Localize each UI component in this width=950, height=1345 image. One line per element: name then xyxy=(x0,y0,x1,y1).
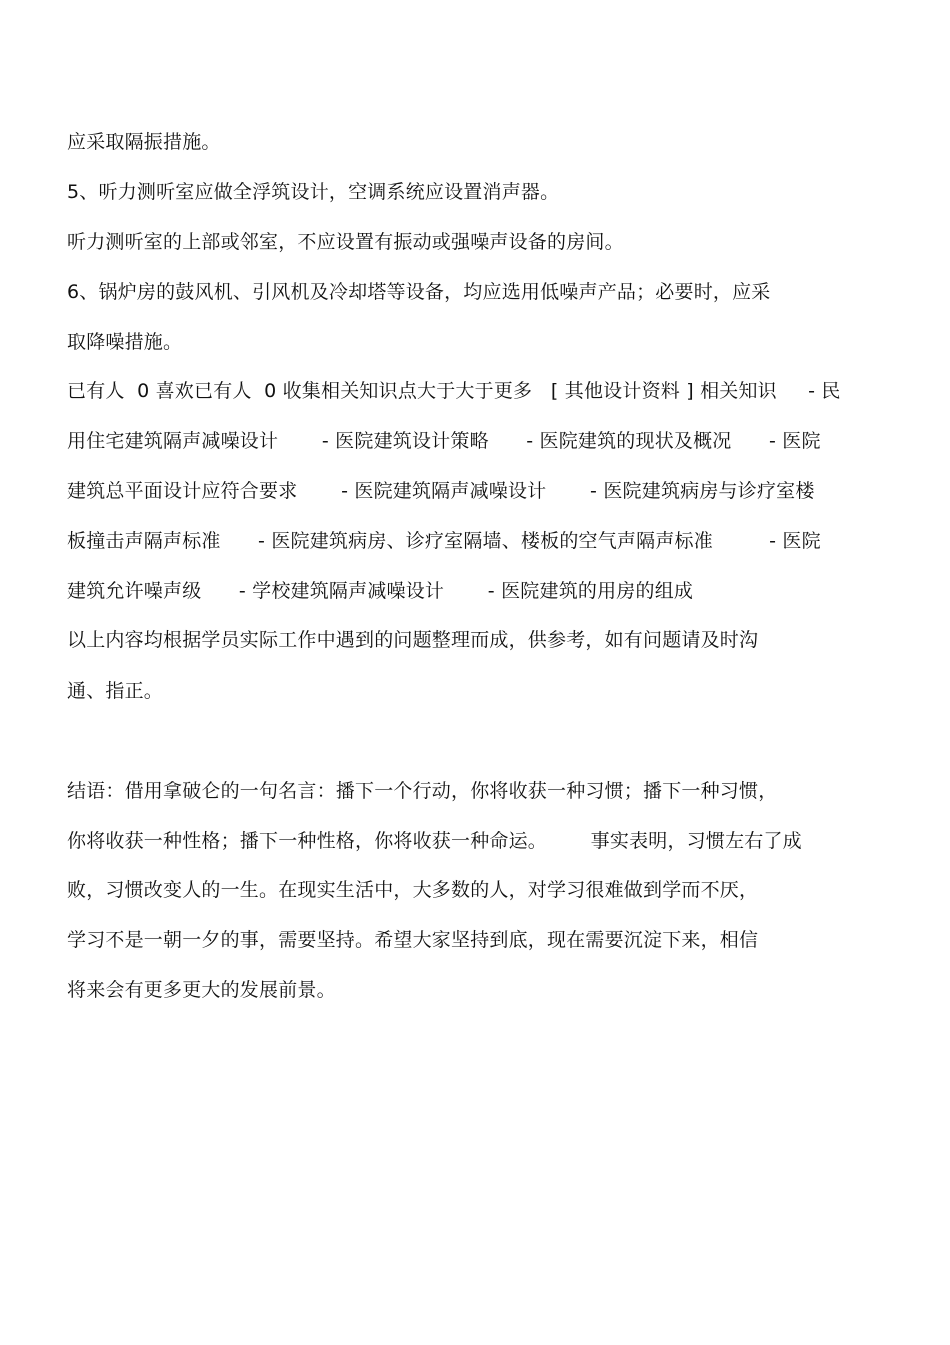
text-line-2: 5、听力测听室应做全浮筑设计，空调系统应设置消声器。 xyxy=(67,181,560,203)
text-line-17: 将来会有更多更大的发展前景。 xyxy=(67,979,336,1001)
text-line-15: 败，习惯改变人的一生。在现实生活中，大多数的人，对学习很难做到学而不厌， xyxy=(67,879,759,901)
text-line-5: 取降噪措施。 xyxy=(67,331,183,353)
text-line-9: 板撞击声隔声标准 - 医院建筑病房、诊疗室隔墙、楼板的空气声隔声标准 - 医院 xyxy=(67,530,821,552)
text-line-14: 你将收获一种性格；播下一种性格，你将收获一种命运。 事实表明，习惯左右了成 xyxy=(67,830,802,852)
text-line-13: 结语：借用拿破仑的一句名言：播下一个行动，你将收获一种习惯；播下一种习惯， xyxy=(67,780,778,802)
text-line-7: 用住宅建筑隔声减噪设计 - 医院建筑设计策略 - 医院建筑的现状及概况 - 医院 xyxy=(67,430,821,452)
text-line-10: 建筑允许噪声级 - 学校建筑隔声减噪设计 - 医院建筑的用房的组成 xyxy=(67,580,694,602)
text-line-6: 已有人 0 喜欢已有人 0 收集相关知识点大于大于更多 [ 其他设计资料 ] 相关知识 - 民 xyxy=(67,380,841,402)
text-line-12: 通、指正。 xyxy=(67,680,164,702)
text-line-16: 学习不是一朝一夕的事，需要坚持。希望大家坚持到底，现在需要沉淀下来，相信 xyxy=(67,929,759,951)
text-line-3: 听力测听室的上部或邻室，不应设置有振动或强噪声设备的房间。 xyxy=(67,231,624,253)
text-line-4: 6、锅炉房的鼓风机、引风机及冷却塔等设备，均应选用低噪声产品；必要时，应采 xyxy=(67,281,771,303)
text-line-1: 应采取隔振措施。 xyxy=(67,131,221,153)
text-line-11: 以上内容均根据学员实际工作中遇到的问题整理而成，供参考，如有问题请及时沟 xyxy=(67,629,759,651)
text-line-8: 建筑总平面设计应符合要求 - 医院建筑隔声减噪设计 - 医院建筑病房与诊疗室楼 xyxy=(67,480,815,502)
